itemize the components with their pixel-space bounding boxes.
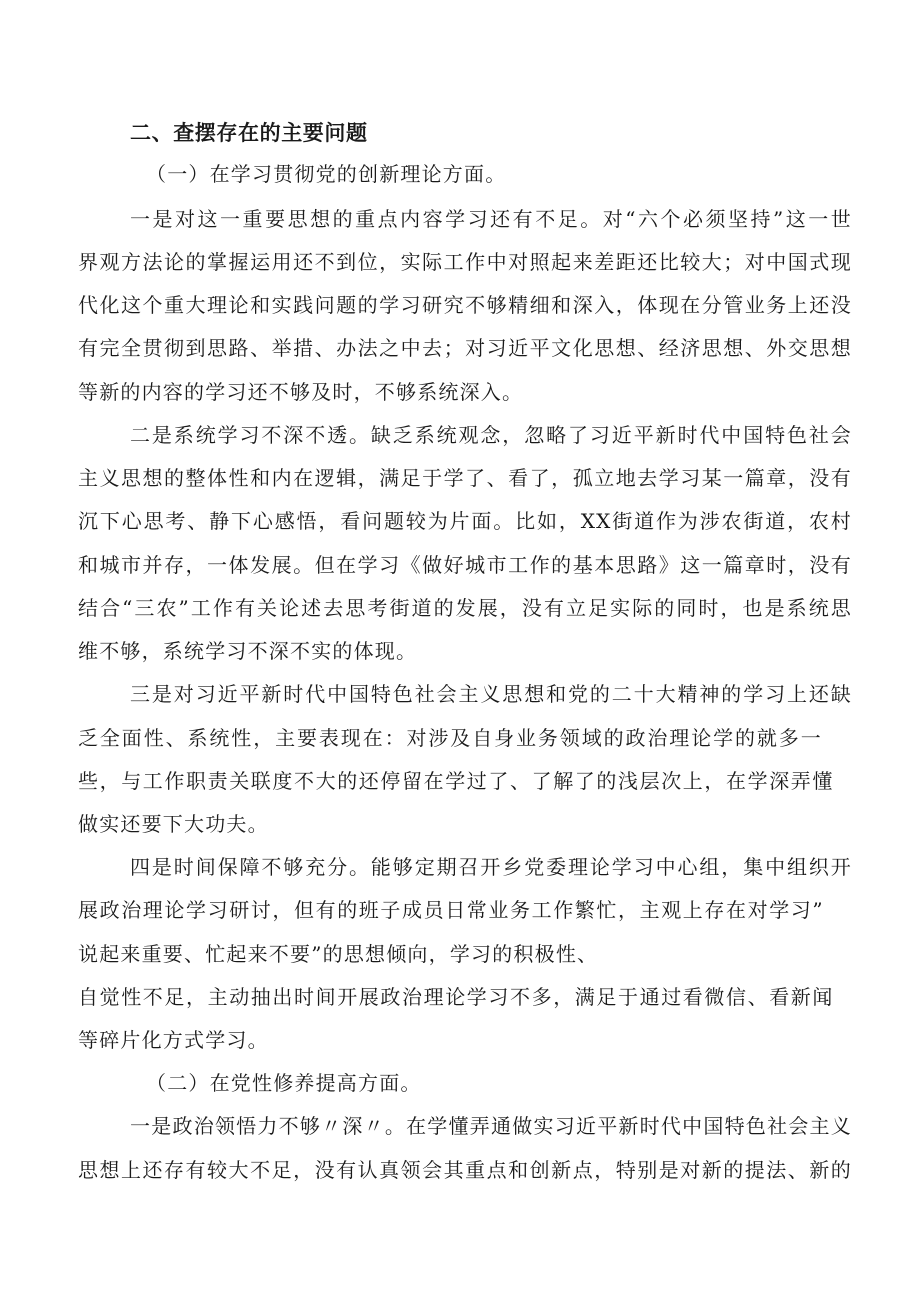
paragraph-line: 做实还要下大功夫。	[78, 812, 269, 836]
paragraph-line: 代化这个重大理论和实践问题的学习研究不够精细和深入，体现在分管业务上还没	[78, 293, 852, 317]
paragraph-line: 四是时间保障不够充分。能够定期召开乡党委理论学习中心组，集中组织开	[130, 855, 852, 879]
paragraph-line: 维不够，系统学习不深不实的体现。	[78, 639, 418, 663]
paragraph-line: 三是对习近平新时代中国特色社会主义思想和党的二十大精神的学习上还缺	[130, 682, 852, 706]
paragraph-line: 二是系统学习不深不透。缺乏系统观念，忽略了习近平新时代中国特色社会	[130, 423, 852, 447]
paragraph-line: 主义思想的整体性和内在逻辑，满足于学了、看了，孤立地去学习某一篇章，没有	[78, 466, 852, 490]
subsection-title-1: （一）在学习贯彻党的创新理论方面。	[146, 162, 507, 186]
paragraph-line: 乏全面性、系统性，主要表现在：对涉及自身业务领域的政治理论学的就多一	[78, 726, 823, 750]
paragraph-line: 说起来重要、忙起来不要”的思想倾向，学习的积极性、	[78, 942, 599, 966]
paragraph-line: 自觉性不足，主动抽出时间开展政治理论学习不多，满足于通过看微信、看新闻	[78, 985, 834, 1009]
paragraph-line: 界观方法论的掌握运用还不到位，实际工作中对照起来差距还比较大；对中国式现	[78, 250, 852, 274]
paragraph-line: 一是对这一重要思想的重点内容学习还有不足。对“六个必须坚持”这一世	[130, 207, 852, 231]
paragraph-line: 一是政治领悟力不够〃深〃。在学懂弄通做实习近平新时代中国特色社会主义	[130, 1114, 852, 1138]
paragraph-line: 些，与工作职责关联度不大的还停留在学过了、了解了的浅层次上，在学深弄懂	[78, 769, 834, 793]
section-heading: 二、查摆存在的主要问题	[130, 121, 368, 145]
subsection-title-2: （二）在党性修养提高方面。	[146, 1071, 422, 1095]
paragraph-line: 沉下心思考、静下心感悟，看问题较为片面。比如，XX街道作为涉农街道，农村	[78, 509, 852, 533]
paragraph-line: 思想上还存有较大不足，没有认真领会其重点和创新点，特别是对新的提法、新的	[78, 1158, 852, 1182]
paragraph-line: 和城市并存，一体发展。但在学习《做好城市工作的基本思路》这一篇章时，没有	[78, 553, 852, 577]
paragraph-line: 结合“三农”工作有关论述去思考街道的发展，没有立足实际的同时，也是系统思	[78, 596, 852, 620]
paragraph-line: 等新的内容的学习还不够及时，不够系统深入。	[78, 380, 524, 404]
paragraph-line: 展政治理论学习研讨，但有的班子成员日常业务工作繁忙，主观上存在对学习”	[78, 898, 825, 922]
paragraph-line: 有完全贯彻到思路、举措、办法之中去；对习近平文化思想、经济思想、外交思想	[78, 336, 852, 360]
paragraph-line: 等碎片化方式学习。	[78, 1028, 269, 1052]
